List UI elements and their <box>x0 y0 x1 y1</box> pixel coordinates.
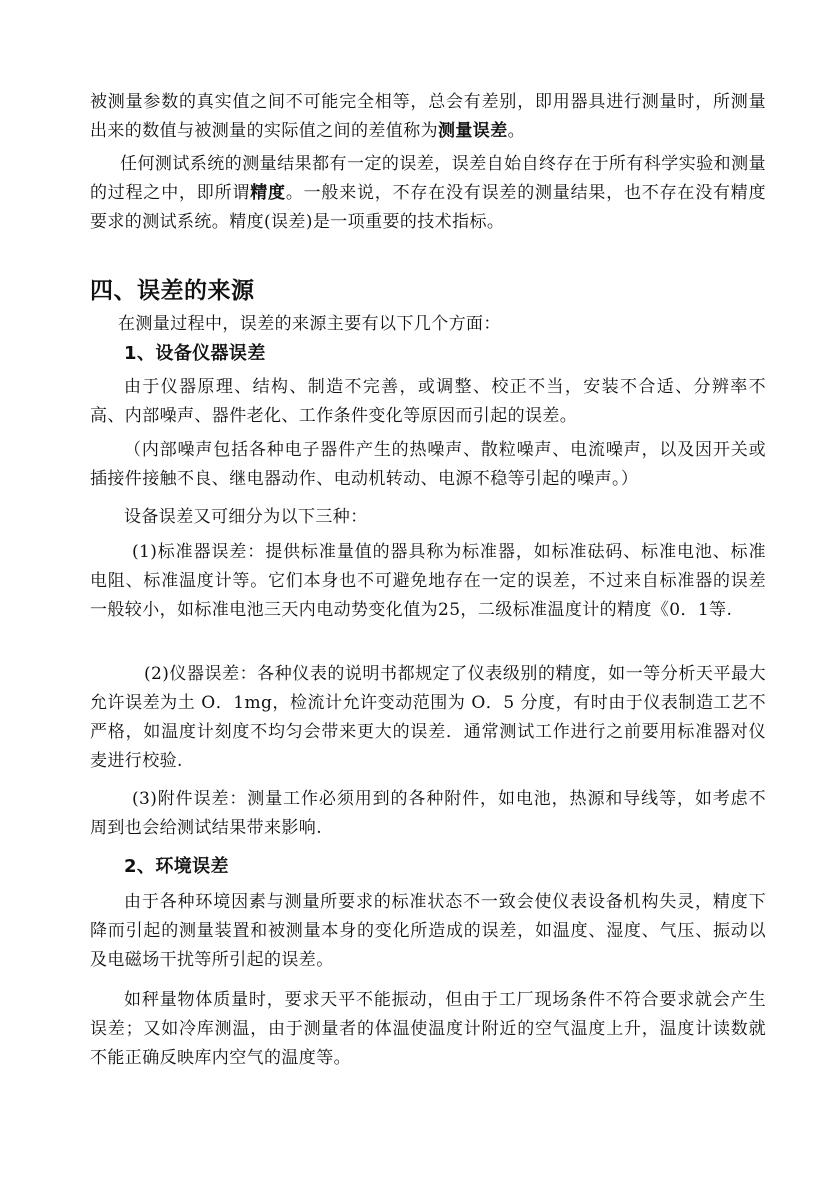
term-measurement-error: 测量误差 <box>438 121 508 141</box>
list-item-standard-error: (1)标准器误差：提供标准量值的器具称为标准器，如标准砝码、标准电池、标准电阻、标准温度计等。它们本身也不可避免地存在一定的误差，不过来自标准器的误差一般较小，如标准电池三天内电动势变化值为25，二级标准温度计的精度《0．1等. <box>90 542 766 620</box>
environment-paragraph-2: 如秤量物体质量时，要求天平不能振动，但由于工厂现场条件不符合要求就会产生误差；又如冷库测温，由于测量者的体温使温度计附近的空气温度上升，温度计读数就不能正确反映库内空气的温度等。 <box>90 990 766 1068</box>
section-lead: 在测量过程中，误差的来源主要有以下几个方面： <box>118 314 501 334</box>
equipment-paragraph-2: （内部噪声包括各种电子器件产生的热噪声、散粒噪声、电流噪声，以及因开关或插接件接触不良、继电器动作、电动机转动、电源不稳等引起的噪声。） <box>90 440 766 489</box>
list-item-accessory-error: (3)附件误差：测量工作必须用到的各种附件，如电池，热源和导线等，如考虑不周到也会给测试结果带来影响. <box>90 789 766 838</box>
subsection-heading-1: 1、设备仪器误差 <box>124 343 266 364</box>
intro-paragraph-1: 被测量参数的真实值之间不可能完全相等，总会有差别，即用器具进行测量时，所测量出来的数值与被测量的实际值之间的差值称为测量误差。 <box>90 92 766 141</box>
section-heading: 四、误差的来源 <box>90 278 255 304</box>
equipment-paragraph-3: 设备误差又可细分为以下三种： <box>124 507 368 527</box>
list-item-instrument-error: (2)仪器误差：各种仪表的说明书都规定了仪表级别的精度，如一等分析天平最大允许误差为土 O．1mg，检流计允许变动范围为 O．5 分度，有时由于仪表制造工艺不严格，如温度计刻度不均匀会带来更大的误差．通常测试工作进行之前要用标准器对仪麦进行校验. <box>90 664 766 771</box>
subsection-heading-2: 2、环境误差 <box>124 856 229 877</box>
environment-paragraph-1: 由于各种环境因素与测量所要求的标准状态不一致会使仪表设备机构失灵，精度下降而引起的测量装置和被测量本身的变化所造成的误差，如温度、湿度、气压、振动以及电磁场干扰等所引起的误差。 <box>90 892 766 970</box>
equipment-paragraph-1: 由于仪器原理、结构、制造不完善，或调整、校正不当，安装不合适、分辨率不高、内部噪声、器件老化、工作条件变化等原因而引起的误差。 <box>90 377 766 426</box>
intro-paragraph-2: 任何测试系统的测量结果都有一定的误差，误差自始自终存在于所有科学实验和测量的过程之中，即所谓精度。一般来说，不存在没有误差的测量结果，也不存在没有精度要求的测试系统。精度(误差)是一项重要的技术指标。 <box>90 154 766 232</box>
term-precision: 精度 <box>250 183 286 203</box>
